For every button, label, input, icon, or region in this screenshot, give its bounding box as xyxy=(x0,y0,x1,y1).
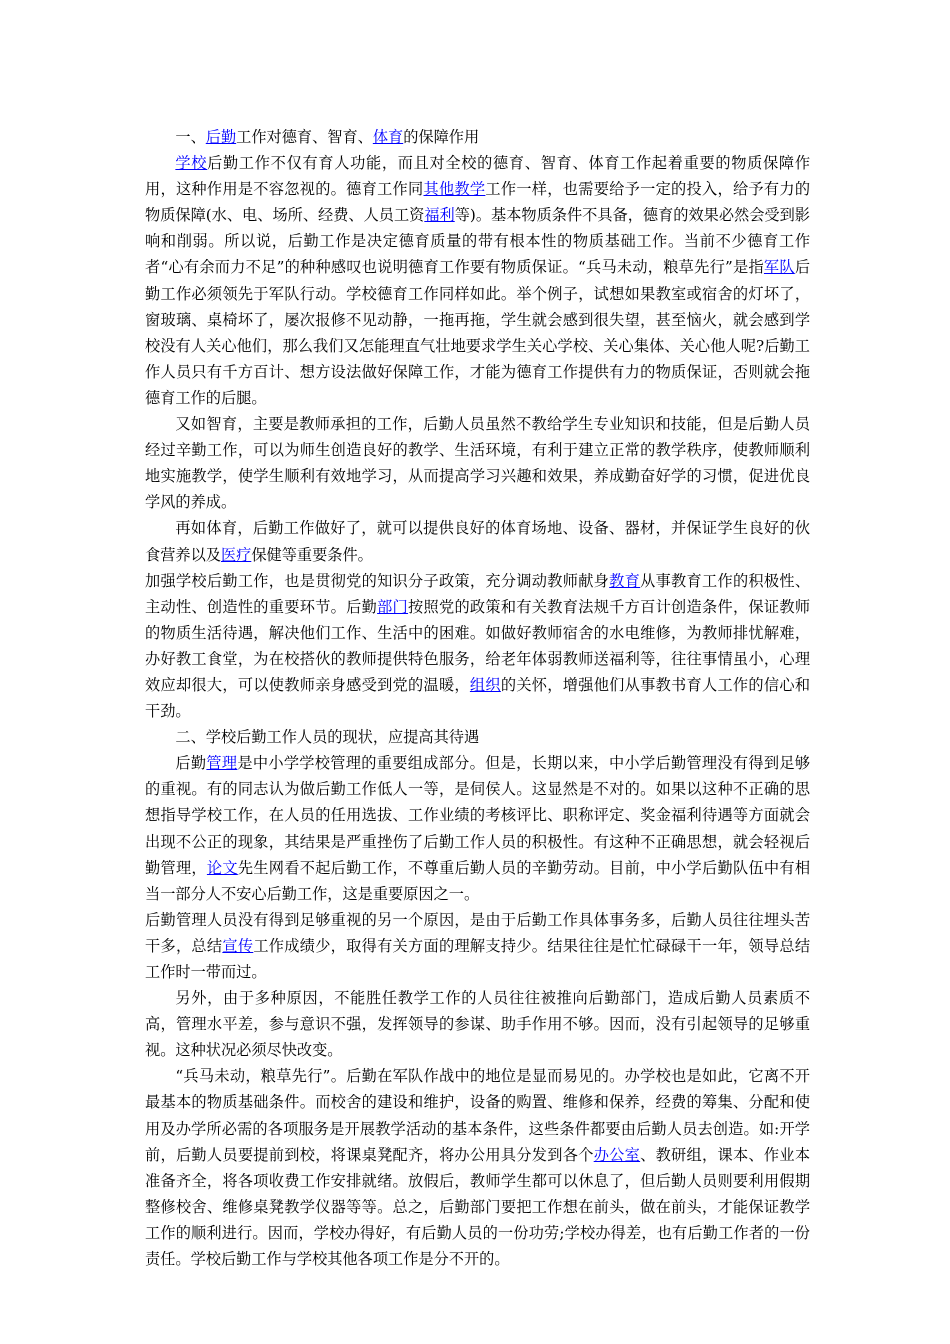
text-run: 工作对德育、智育、 xyxy=(236,128,373,146)
text-run: 是中小学学校管理的重要组成部分。但是，长期以来，中小学后勤管理没有得到足够的重视。有的同志认为做后勤工作低人一等，是伺侯人。这显然是不对的。如果以这种不正确的思想指导学校工作，在人员的任用选拔、工作业绩的考核评比、职称评定、奖金福利待遇等方面就会出现不公正的现象，其结果是严重挫伤了后勤工作人员的积极性。有这种不正确思想，就会轻视后勤管理， xyxy=(145,754,811,877)
hyperlink[interactable]: 体育 xyxy=(372,128,404,146)
hyperlink[interactable]: 后勤 xyxy=(205,128,237,146)
text-run: 的保障作用 xyxy=(403,128,480,146)
hyperlink[interactable]: 组织 xyxy=(469,675,501,694)
document-body xyxy=(145,124,810,1272)
text-run: 加强学校后勤工作，也是贯彻党的知识分子政策，充分调动教师献身 xyxy=(145,571,610,590)
hyperlink[interactable]: 医疗 xyxy=(220,545,252,564)
section-heading xyxy=(145,124,810,150)
hyperlink[interactable]: 军队 xyxy=(763,258,795,277)
paragraph xyxy=(145,907,810,985)
paragraph xyxy=(145,515,810,567)
text-run: 另外，由于多种原因，不能胜任教学工作的人员往往被推向后勤部门，造成后勤人员素质不高，管理水平差，参与意识不强，发挥领导的参谋、助手作用不够。因而，没有引起领导的足够重视。这种状况必须尽快改变。 xyxy=(145,989,810,1060)
paragraph xyxy=(145,750,810,907)
hyperlink[interactable]: 福利 xyxy=(424,206,455,225)
hyperlink[interactable]: 管理 xyxy=(206,754,238,773)
text-run: 从事教育工作的积极性、主动性、创造性的重要环节。后勤 xyxy=(145,571,811,616)
text-run: 等)。基本物质条件不具备，德育的效果必然会受到影响和削弱。所以说，后勤工作是决定德育质量的带有根本性的物质基础工作。当前不少德育工作者“心有余而力不足”的种种感叹也说明德育工作要有物质保证。“兵马未动，粮草先行”是指 xyxy=(145,206,810,277)
paragraph xyxy=(145,411,810,515)
hyperlink[interactable]: 学校 xyxy=(175,154,208,173)
text-run: 一、 xyxy=(175,128,206,146)
hyperlink[interactable]: 部门 xyxy=(377,597,409,616)
text-run: 先生网看不起后勤工作，不尊重后勤人员的辛勤劳动。目前，中小学后勤队伍中有相当一部分人不安心后勤工作，这是重要原因之一。 xyxy=(145,858,811,903)
hyperlink[interactable]: 论文 xyxy=(206,858,238,877)
hyperlink[interactable]: 办公室 xyxy=(593,1145,641,1164)
hyperlink[interactable]: 宣传 xyxy=(222,936,254,955)
section-heading xyxy=(145,724,810,750)
text-run: 后勤工作必须领先于军队行动。学校德育工作同样如此。举个例子，试想如果教室或宿舍的灯坏了，窗玻璃、桌椅坏了，屡次报修不见动静，一拖再拖，学生就会感到很失望，甚至恼火，就会感到学校没有人关心他们，那么我们又怎能理直气壮地要求学生关心学校、关心集体、关心他人呢?后勤工作人员只有千方百计、想方设法做好保障工作，才能为德育工作提供有力的物质保证，否则就会拖德育工作的后腿。 xyxy=(145,258,810,407)
text-run: 按照党的政策和有关教育法规千方百计创造条件，保证教师的物质生活待遇，解决他们工作、生活中的困难。如做好教师宿舍的水电维修，为教师排忧解难，办好教工食堂，为在校搭伙的教师提供特色服务，给老年体弱教师送福利等，往往事情虽小，心理效应却很大，可以使教师亲身感受到党的温暖， xyxy=(145,597,811,694)
text-run: 后勤管理人员没有得到足够重视的另一个原因，是由于后勤工作具体事务多，后勤人员往往埋头苦干多，总结 xyxy=(145,910,810,955)
text-run: 又如智育，主要是教师承担的工作，后勤人员虽然不教给学生专业知识和技能，但是后勤人员经过辛勤工作，可以为师生创造良好的教学、生活环境，有利于建立正常的教学秩序，使教师顺利地实施教学，使学生顺利有效地学习，从而提高学习兴趣和效果，养成勤奋好学的习惯，促进优良学风的养成。 xyxy=(145,415,810,512)
text-run: 工作一样，也需要给予一定的投入，给予有力的物质保障(水、电、场所、经费、人员工资 xyxy=(145,180,811,225)
paragraph xyxy=(145,568,810,725)
hyperlink[interactable]: 教育 xyxy=(609,571,641,590)
text-run: 后勤工作不仅有育人功能，而且对全校的德育、智育、体育工作起着重要的物质保障作用，这种作用是不容忽视的。德育工作同 xyxy=(145,154,811,199)
paragraph xyxy=(145,985,810,1063)
text-run: 、教研组，课本、作业本准备齐全，将各项收费工作安排就绪。放假后，教师学生都可以休息了，但后勤人员则要利用假期整修校舍、维修桌凳教学仪器等等。总之，后勤部门要把工作想在前头，做在前头，才能保证教学工作的顺利进行。因而，学校办得好，有后勤人员的一份功劳;学校办得差，也有后勤工作者的一份责任。学校后勤工作与学校其他各项工作是分不开的。 xyxy=(145,1145,811,1269)
paragraph xyxy=(145,150,810,411)
text-run: “兵马未动，粮草先行”。后勤在军队作战中的地位是显而易见的。办学校也是如此，它离不开最基本的物质基础条件。而校舍的建设和维护，设备的购置、维修和保养，经费的筹集、分配和使用及办学所必需的各项服务是开展教学活动的基本条件，这些条件都要由后勤人员去创造。如:开学前，后勤人员要提前到校，将课桌凳配齐，将办公用具分发到各个 xyxy=(145,1067,810,1164)
text-run: 保健等重要条件。 xyxy=(251,545,373,564)
text-run: 的关怀，增强他们从事教书育人工作的信心和干劲。 xyxy=(145,675,811,721)
text-run: 再如体育，后勤工作做好了，就可以提供良好的体育场地、设备、器材，并保证学生良好的伙食营养以及 xyxy=(145,519,810,564)
text-run: 二、学校后勤工作人员的现状，应提高其待遇 xyxy=(175,728,480,747)
text-run: 工作成绩少，取得有关方面的理解支持少。结果往往是忙忙碌碌干一年，领导总结工作时一带而过。 xyxy=(145,936,811,981)
text-run: 后勤 xyxy=(175,754,207,773)
paragraph xyxy=(145,1063,810,1272)
hyperlink[interactable]: 其他教学 xyxy=(423,180,486,199)
